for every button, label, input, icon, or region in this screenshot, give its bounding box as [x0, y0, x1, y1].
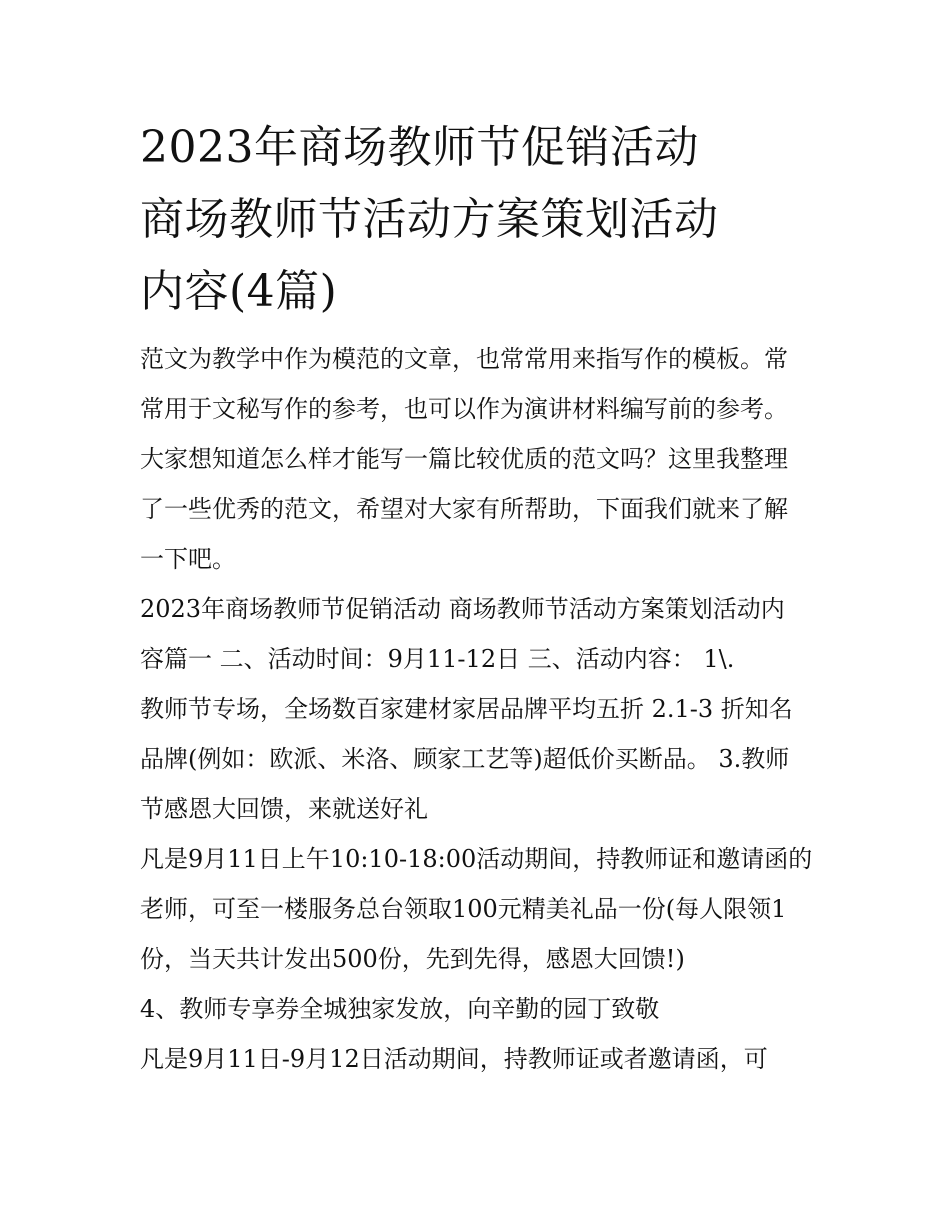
coupon-paragraph	[140, 1034, 820, 1084]
text-line: 节感恩大回馈，来就送好礼	[140, 795, 428, 823]
text-line: 4、教师专享券全城独家发放，向辛勤的园丁致敬	[140, 995, 660, 1023]
gift-paragraph	[140, 834, 820, 984]
text-line: 品牌(例如：欧派、米洛、顾家工艺等)超低价买断品。 3.教师	[140, 745, 790, 773]
title-line-2: 商场教师节活动方案策划活动	[140, 194, 719, 245]
text-line: 大家想知道怎么样才能写一篇比较优质的范文吗？这里我整理	[140, 445, 788, 473]
text-line: 2023年商场教师节促销活动 商场教师节活动方案策划活动内	[140, 595, 785, 623]
text-line: 常用于文秘写作的参考，也可以作为演讲材料编写前的参考。	[140, 395, 788, 423]
title-line-1: 2023年商场教师节促销活动	[140, 122, 699, 173]
text-line: 范文为教学中作为模范的文章，也常常用来指写作的模板。常	[140, 345, 788, 373]
text-line: 容篇一 二、活动时间：9月11-12日 三、活动内容： 1\.	[140, 645, 735, 673]
text-line: 凡是9月11日上午10:10-18:00活动期间，持教师证和邀请函的	[140, 845, 813, 873]
text-line: 凡是9月11日-9月12日活动期间，持教师证或者邀请函，可	[140, 1045, 768, 1073]
text-line: 教师节专场，全场数百家建材家居品牌平均五折 2.1-3 折知名	[140, 695, 793, 723]
text-line: 老师，可至一楼服务总台领取100元精美礼品一份(每人限领1	[140, 895, 787, 923]
document-page	[140, 112, 820, 1084]
title-line-3: 内容(4篇)	[140, 266, 338, 317]
text-line: 了一些优秀的范文，希望对大家有所帮助，下面我们就来了解	[140, 495, 788, 523]
page-title	[140, 112, 820, 328]
text-line: 份，当天共计发出500份，先到先得，感恩大回馈!)	[140, 945, 685, 973]
section-heading-4	[140, 984, 820, 1034]
text-line: 一下吧。	[140, 545, 236, 573]
activity-paragraph	[140, 584, 820, 834]
intro-paragraph	[140, 334, 820, 584]
